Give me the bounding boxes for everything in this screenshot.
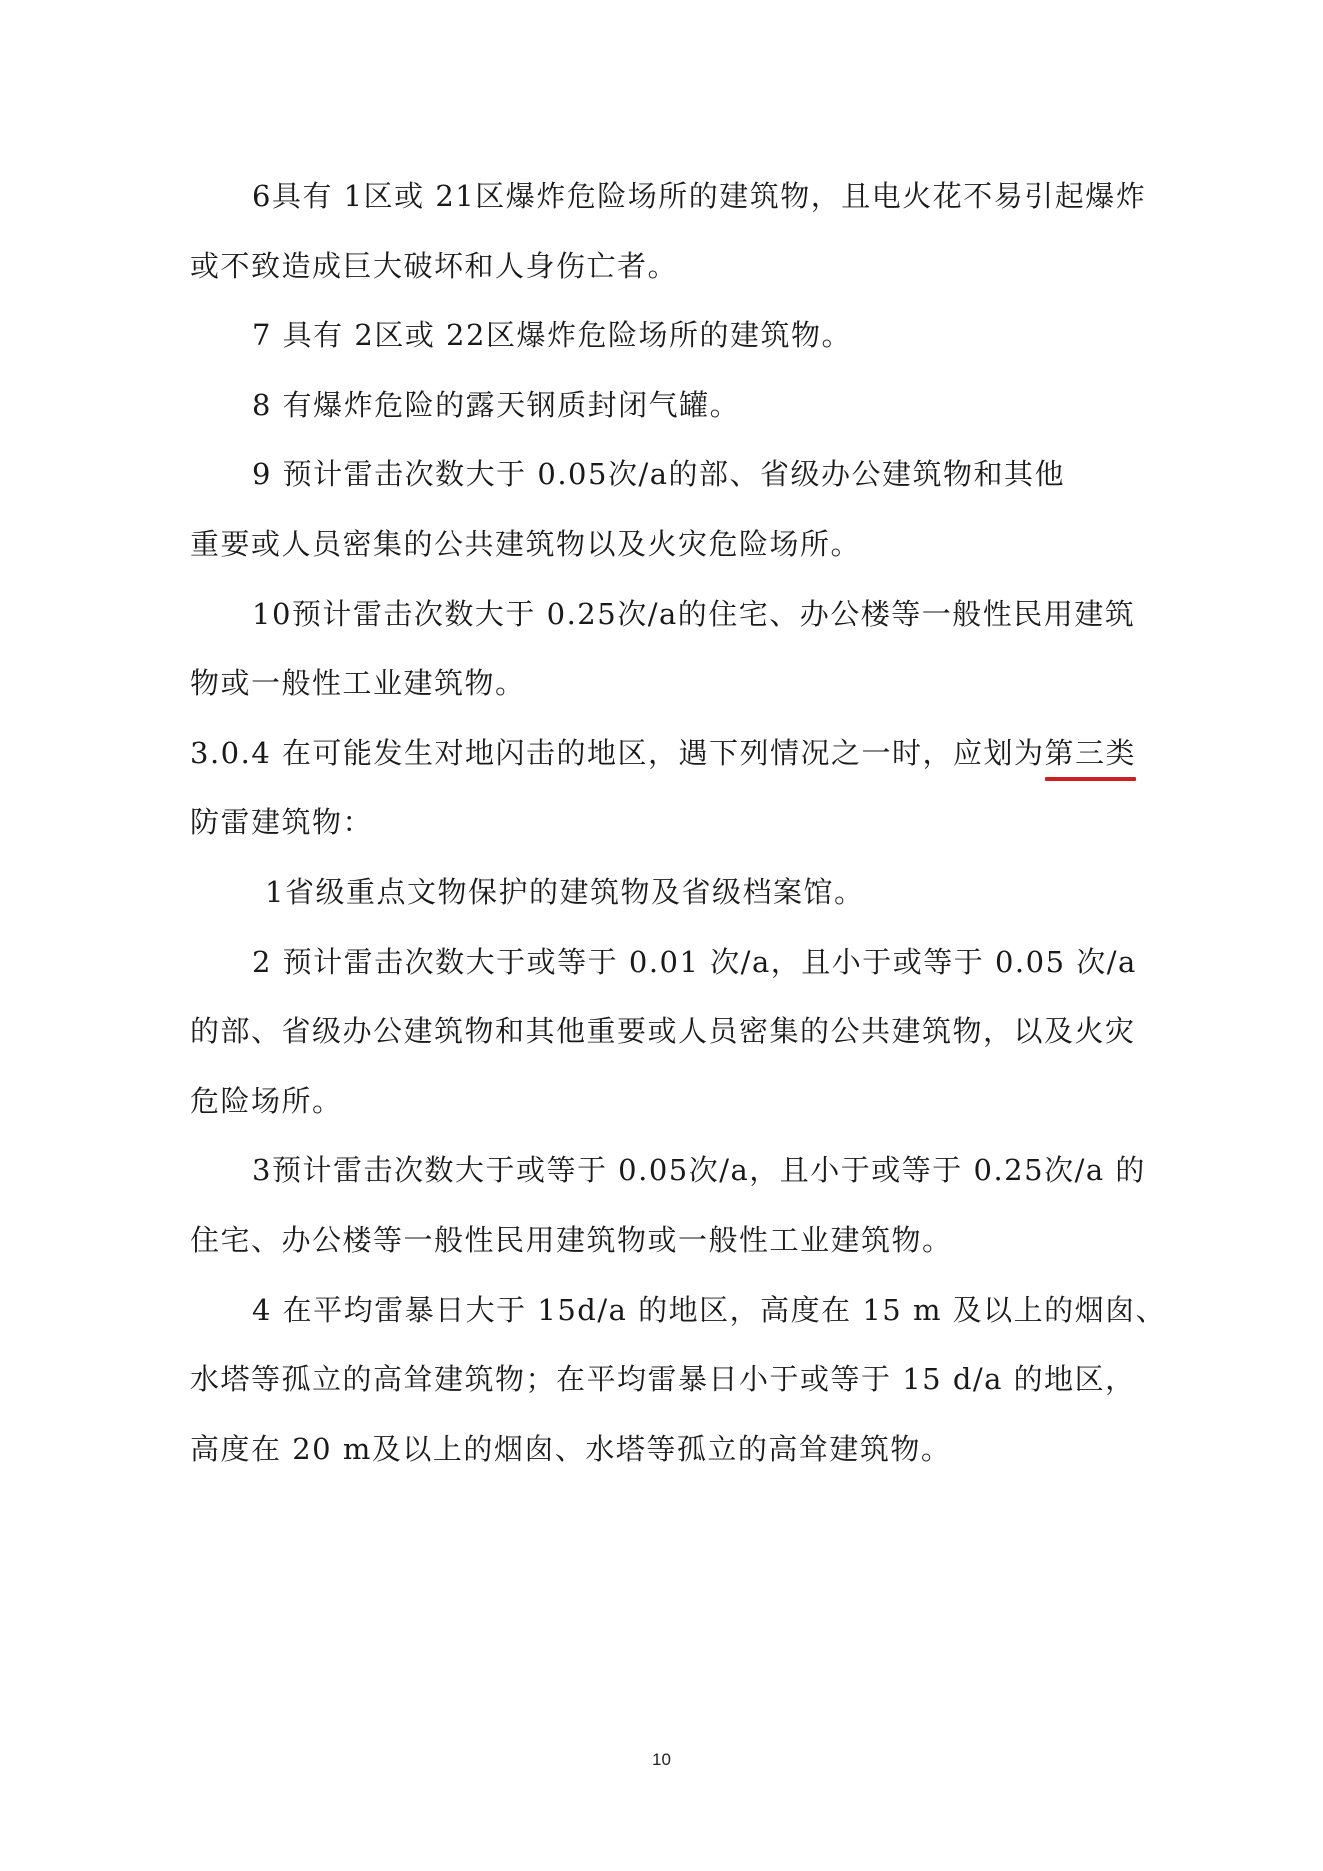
text-line-8: 物或一般性工业建筑物。 [190, 666, 526, 700]
text-line-16: 住宅、办公楼等一般性民用建筑物或一般性工业建筑物。 [190, 1223, 953, 1257]
text-line-3: 7 具有 2区或 22区爆炸危险场所的建筑物。 [252, 318, 852, 352]
text-line-18: 水塔等孤立的高耸建筑物；在平均雷暴日小于或等于 15 d/a 的地区， [190, 1362, 1136, 1396]
text-line-2: 或不致造成巨大破坏和人身伤亡者。 [190, 249, 679, 283]
text-line-13: 的部、省级办公建筑物和其他重要或人员密集的公共建筑物，以及火灾 [190, 1014, 1136, 1048]
text-line-12: 2 预计雷击次数大于或等于 0.01 次/a，且小于或等于 0.05 次/a [252, 945, 1137, 979]
text-line-15: 3预计雷击次数大于或等于 0.05次/a，且小于或等于 0.25次/a 的 [252, 1153, 1146, 1187]
text-line-10: 防雷建筑物： [190, 805, 374, 839]
highlighted-category: 第三类 [1045, 733, 1137, 773]
text-line-5: 9 预计雷击次数大于 0.05次/a的部、省级办公建筑物和其他 [252, 457, 1066, 491]
page-number: 10 [652, 1750, 671, 1769]
text-line-19: 高度在 20 m及以上的烟囱、水塔等孤立的高耸建筑物。 [190, 1432, 952, 1466]
clause-3-0-4-text: 3.0.4 在可能发生对地闪击的地区，遇下列情况之一时，应划为 [190, 736, 1045, 770]
text-line-4: 8 有爆炸危险的露天钢质封闭气罐。 [252, 388, 741, 422]
clause-3-0-4-line [190, 733, 1136, 773]
text-line-7: 10预计雷击次数大于 0.25次/a的住宅、办公楼等一般性民用建筑 [252, 597, 1136, 631]
text-line-1: 6具有 1区或 21区爆炸危险场所的建筑物，且电火花不易引起爆炸 [252, 179, 1147, 213]
text-line-6: 重要或人员密集的公共建筑物以及火灾危险场所。 [190, 527, 862, 561]
text-line-14: 危险场所。 [190, 1084, 343, 1118]
text-line-11: 1省级重点文物保护的建筑物及省级档案馆。 [265, 875, 865, 909]
text-line-17: 4 在平均雷暴日大于 15d/a 的地区，高度在 15 m 及以上的烟囱、 [252, 1293, 1167, 1327]
